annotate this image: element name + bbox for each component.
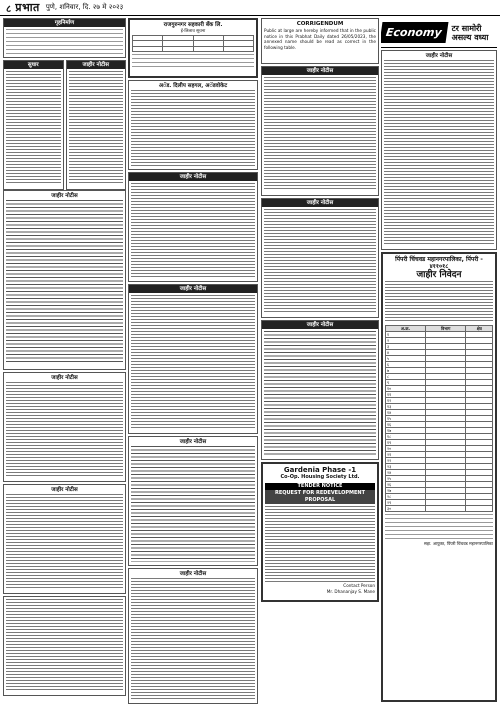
table-cell: ५ (386, 356, 426, 362)
pcmc-sign: सहा. आयुक्त, पिंपरी चिंचवड महानगरपालिका (424, 541, 493, 546)
notice-title: सुधार (4, 61, 63, 69)
table-cell: २९ (386, 500, 426, 506)
table-cell: ३० (386, 506, 426, 512)
economy-tagline: टर सामोरी असल्य वध्या (451, 23, 489, 42)
page-number: ८ (6, 3, 12, 15)
notice-public-4 (3, 596, 126, 696)
table-cell: २ (386, 338, 426, 344)
notice-body (131, 90, 255, 166)
table-cell: २२ (386, 458, 426, 464)
notice-1 (381, 50, 497, 250)
contact-name: Mr. Dhananjay S. Mane (326, 589, 375, 594)
table-cell: २४ (386, 470, 426, 476)
notice-body (131, 295, 255, 429)
notice-5 (128, 568, 258, 704)
notice-public-2 (3, 372, 126, 482)
notice-title: जाहीर नोटीस (179, 571, 207, 577)
table-header: अ.क्र. (386, 326, 426, 332)
notice-body (6, 200, 123, 364)
bank-name: राजगुरुनगर सहकारी बँक लि. (163, 22, 223, 28)
notice-body (6, 71, 61, 183)
society-name: Gardenia Phase -1 (283, 466, 357, 474)
pcmc-table (385, 325, 493, 512)
table-cell: १ (386, 332, 426, 338)
notice-public (3, 190, 126, 370)
notice-body (69, 71, 124, 183)
table-cell: २७ (386, 488, 426, 494)
table-cell: ११ (386, 392, 426, 398)
notice-title: जाहीर नोटीस (262, 199, 378, 207)
notice-4 (128, 436, 258, 566)
table-cell: १४ (386, 410, 426, 416)
notice-left (3, 60, 64, 190)
notice-body (6, 382, 123, 478)
notice-title: जाहीर नोटीस (262, 67, 378, 75)
notice-title: गृहनिर्माण (4, 19, 125, 27)
notice-2 (261, 198, 379, 318)
tender-body (265, 506, 375, 582)
corrigendum-title: CORRIGENDUM (296, 21, 344, 27)
table-cell: ९ (386, 380, 426, 386)
notice-3 (128, 284, 258, 434)
gardenia-tender-notice (261, 462, 379, 602)
edition-line: पुणे, शनिवार, दि. २७ मे २०२३ (45, 3, 124, 11)
tender-title: TENDER NOTICE (265, 483, 375, 490)
notice-title: जाहीर नोटीस (51, 375, 78, 381)
table-cell: २५ (386, 476, 426, 482)
table-cell: २६ (386, 482, 426, 488)
table-cell: १० (386, 386, 426, 392)
notice-2 (128, 172, 258, 282)
table-cell: २० (386, 446, 426, 452)
table-header: विभाग (425, 326, 466, 332)
notice-right (66, 60, 127, 190)
notice-body (132, 54, 254, 68)
pcmc-intro (385, 281, 493, 323)
masthead (0, 0, 500, 16)
notice-body (6, 599, 123, 691)
notice-title: जाहीर नोटीस (51, 193, 78, 199)
pcmc-subtitle: जाहीर निवेदन (416, 270, 462, 280)
society-sub: Co-Op. Housing Society Ltd. (280, 474, 360, 480)
notice-title: जाहीर नोटीस (179, 439, 207, 445)
corrigendum-text: Public at large are hereby informed that in the public notice in this Prabhat Daily dated 26/05/2023, the annexed name should be read as correct in the following table. (264, 28, 376, 50)
table-cell (425, 506, 466, 512)
table-cell: १३ (386, 404, 426, 410)
table-cell: १७ (386, 428, 426, 434)
table-row (386, 506, 493, 512)
notice-body (264, 77, 376, 191)
economy-banner (381, 18, 497, 48)
notice-body (6, 494, 123, 590)
table-cell: ७ (386, 368, 426, 374)
column-4 (381, 18, 497, 704)
newspaper-brand: प्रभात (15, 1, 40, 14)
tender-sub: REQUEST FOR REDEVELOPMENT PROPOSAL (265, 490, 375, 504)
column-3 (261, 18, 379, 704)
notice-body (131, 578, 255, 700)
table-cell: २३ (386, 464, 426, 470)
table-cell: ३ (386, 344, 426, 350)
table-cell: १६ (386, 422, 426, 428)
notice-3 (261, 320, 379, 460)
table-cell: ८ (386, 374, 426, 380)
pcmc-title: पिंपरी चिंचवड महानगरपालिका, पिंपरी - ४११०१८ (395, 256, 483, 270)
bank-notice-sub: ई-लिलाव सूचना (180, 29, 206, 34)
notice-title: जाहीर नोटीस (51, 487, 78, 493)
notice-body (264, 209, 376, 313)
notice-title: जाहीर नोटीस (262, 321, 378, 329)
column-2 (128, 18, 258, 704)
notice-body (6, 29, 123, 57)
table-cell: १२ (386, 398, 426, 404)
notice-public-3 (3, 484, 126, 594)
notice-body (131, 446, 255, 562)
notice-title: जाहीर नोटीस (129, 173, 257, 181)
table-cell: ४ (386, 350, 426, 356)
notice-title: जाहीर नोटीस (425, 53, 453, 59)
contact-label: Contact Person (343, 582, 375, 588)
auction-table (132, 35, 254, 53)
two-column-notices (3, 60, 126, 190)
corrigendum-notice (261, 18, 379, 64)
table-cell: १९ (386, 440, 426, 446)
table-header: क्षेत्र (466, 326, 493, 332)
column-1 (3, 18, 126, 704)
table-cell (466, 506, 493, 512)
notice-title: जाहीर नोटीस (129, 285, 257, 293)
pcmc-notice (381, 252, 497, 702)
notice-housing (3, 18, 126, 58)
notice-advocate (128, 80, 258, 170)
notice-body (131, 183, 255, 277)
table-cell: १५ (386, 416, 426, 422)
notice-1 (261, 66, 379, 196)
notice-title: अॅड. दिलीप सहगल, अॅडवोकेट (158, 83, 228, 89)
notice-title: जाहीर नोटीस (67, 61, 126, 69)
notice-body (384, 60, 494, 246)
economy-logo: Economy (381, 22, 448, 43)
table-cell: १८ (386, 434, 426, 440)
table-cell: २८ (386, 494, 426, 500)
bank-auction-notice (128, 18, 258, 78)
table-cell: २१ (386, 452, 426, 458)
table-cell: ६ (386, 362, 426, 368)
notice-body (264, 331, 376, 455)
pcmc-footer (385, 514, 493, 540)
